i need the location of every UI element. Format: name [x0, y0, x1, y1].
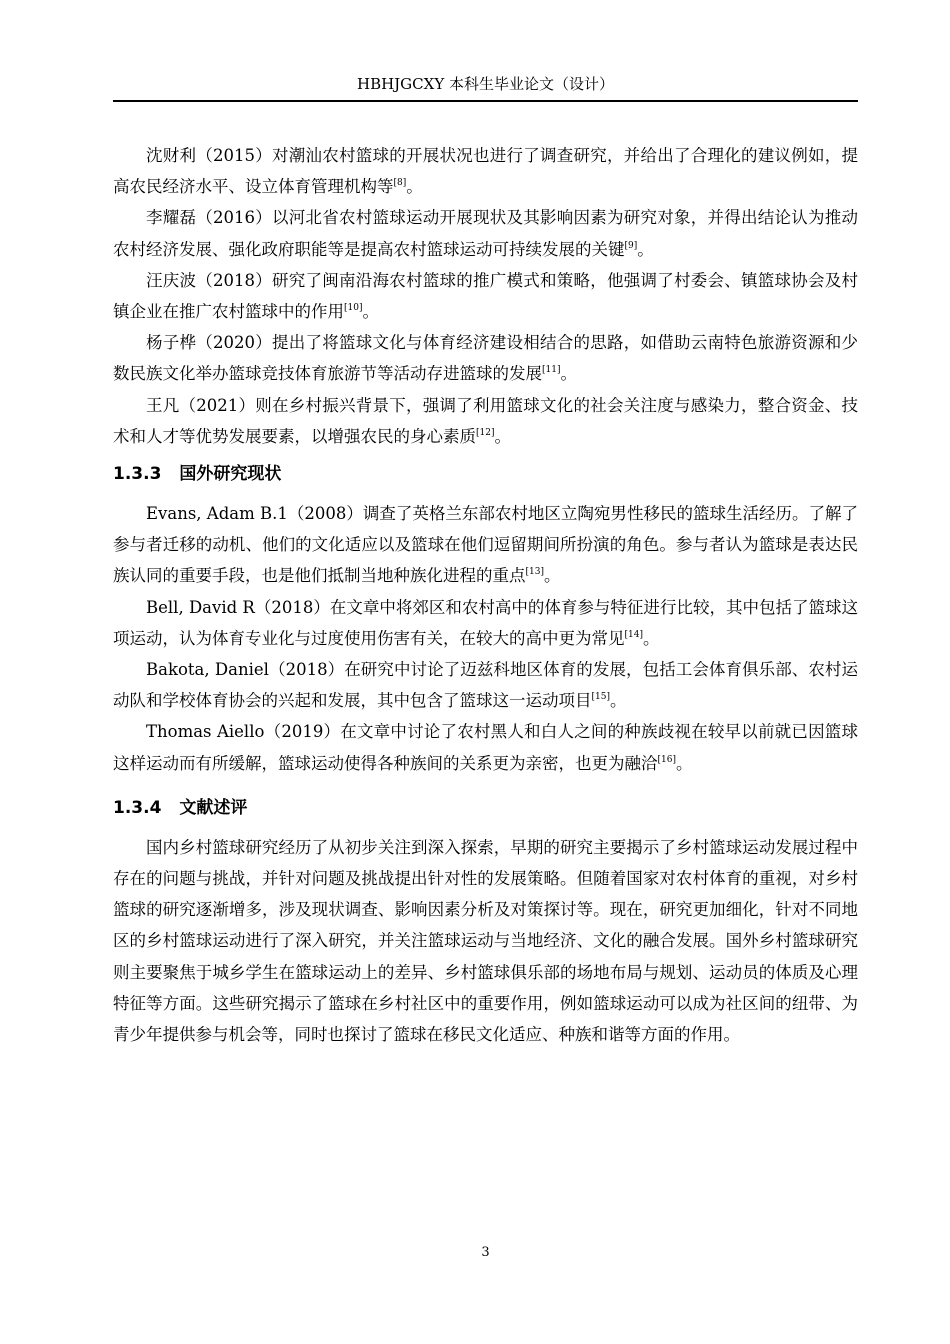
section-heading-foreign	[113, 462, 858, 486]
section-title: 国外研究现状	[179, 464, 282, 485]
paragraph-end: 。	[494, 426, 511, 446]
paragraph	[113, 327, 858, 389]
section-title: 文献述评	[179, 797, 248, 818]
section-number: 1.3.3	[113, 464, 162, 485]
paragraph	[113, 654, 858, 716]
paragraph-text: Bell, David R（2018）在文章中将郊区和农村高中的体育参与特征进行比较，其中包括了篮球这项运动，认为体育专业化与过度使用伤害有关，在较大的高中更为常见	[113, 597, 858, 648]
paragraph-end: 。	[406, 177, 423, 197]
paragraph-text: 王凡（2021）则在乡村振兴背景下，强调了利用篮球文化的社会关注度与感染力，整合资金、技术和人才等优势发展要素，以增强农民的身心素质	[113, 395, 858, 446]
paragraph-end: 。	[675, 753, 693, 773]
paragraph-text: 汪庆波（2018）研究了闽南沿海农村篮球的推广模式和策略，他强调了村委会、镇篮球协会及村镇企业在推广农村篮球中的作用	[113, 270, 858, 322]
paragraph-end: 。	[543, 566, 561, 586]
page-number: 3	[481, 1245, 490, 1260]
paragraph: 国内乡村篮球研究经历了从初步关注到深入探索，早期的研究主要揭示了乡村篮球运动发展过程中存在的问题与挑战，并针对问题及挑战提出针对性的发展策略。但随着国家对农村体育的重视，对乡村篮球的研究逐渐增多，涉及现状调查、影响因素分析及对策探讨等。现在，研究更加细化，针对不同地区的乡村篮球运动进行了深入研究，并关注篮球运动与当地经济、文化的融合发展。国外乡村篮球研究则主要聚焦于城乡学生在篮球运动上的差异、乡村篮球俱乐部的场地布局与规划、运动员的体质及心理特征等方面。这些研究揭示了篮球在乡村社区中的重要作用，例如篮球运动可以成为社区间的纽带、为青少年提供参与机会等，同时也探讨了篮球在移民文化适应、种族和谐等方面的作用。	[113, 837, 858, 1045]
paragraph-end: 。	[560, 364, 577, 384]
citation-ref: [16]	[657, 754, 676, 765]
paragraph	[113, 716, 858, 778]
citation-ref: [8]	[393, 178, 407, 189]
paragraph-end: 。	[642, 628, 660, 648]
paragraph	[113, 202, 858, 264]
paragraph	[113, 498, 858, 592]
citation-ref: [10]	[344, 303, 363, 314]
running-header: HBHJGCXY 本科生毕业论文（设计）	[356, 75, 614, 93]
paragraph-text: 杨子桦（2020）提出了将篮球文化与体育经济建设相结合的思路，如借助云南特色旅游资源和少数民族文化举办篮球竞技体育旅游节等活动存进篮球的发展	[113, 333, 858, 384]
citation-ref: [14]	[624, 629, 643, 640]
citation-ref: [13]	[525, 567, 544, 578]
citation-ref: [9]	[624, 240, 638, 251]
paragraph-end: 。	[609, 691, 627, 711]
page-body	[113, 140, 858, 1050]
header-rule	[113, 100, 858, 102]
section-number: 1.3.4	[113, 797, 162, 818]
section-heading-review	[113, 796, 858, 820]
citation-ref: [15]	[591, 692, 610, 703]
paragraph-end: 。	[637, 239, 654, 259]
paragraph-text: 李耀磊（2016）以河北省农村篮球运动开展现状及其影响因素为研究对象，并得出结论认为推动农村经济发展、强化政府职能等是提高农村篮球运动可持续发展的关键	[113, 208, 858, 259]
paragraph	[113, 265, 858, 327]
citation-ref: [11]	[542, 365, 561, 376]
paragraph-end: 。	[362, 302, 379, 322]
paragraph	[113, 592, 858, 654]
paragraph-text: Thomas Aiello（2019）在文章中讨论了农村黑人和白人之间的种族歧视在较早以前就已因篮球这样运动而有所缓解，篮球运动使得各种族间的关系更为亲密，也更为融洽	[113, 722, 858, 773]
paragraph-text: Evans, Adam B.1（2008）调查了英格兰东部农村地区立陶宛男性移民的篮球生活经历。了解了参与者迁移的动机、他们的文化适应以及篮球在他们逗留期间所扮演的角色。参与者认为篮球是表达民族认同的重要手段，也是他们抵制当地种族化进程的重点	[113, 504, 858, 586]
citation-ref: [12]	[476, 427, 495, 438]
paragraph-text: 沈财利（2015）对潮汕农村篮球的开展状况也进行了调查研究，并给出了合理化的建议例如，提高农民经济水平、设立体育管理机构等	[113, 146, 858, 197]
paragraph	[113, 140, 858, 202]
paragraph	[113, 390, 858, 452]
paragraph-text: Bakota, Daniel（2018）在研究中讨论了迈兹科地区体育的发展，包括工会体育俱乐部、农村运动队和学校体育协会的兴起和发展，其中包含了篮球这一运动项目	[113, 660, 858, 711]
